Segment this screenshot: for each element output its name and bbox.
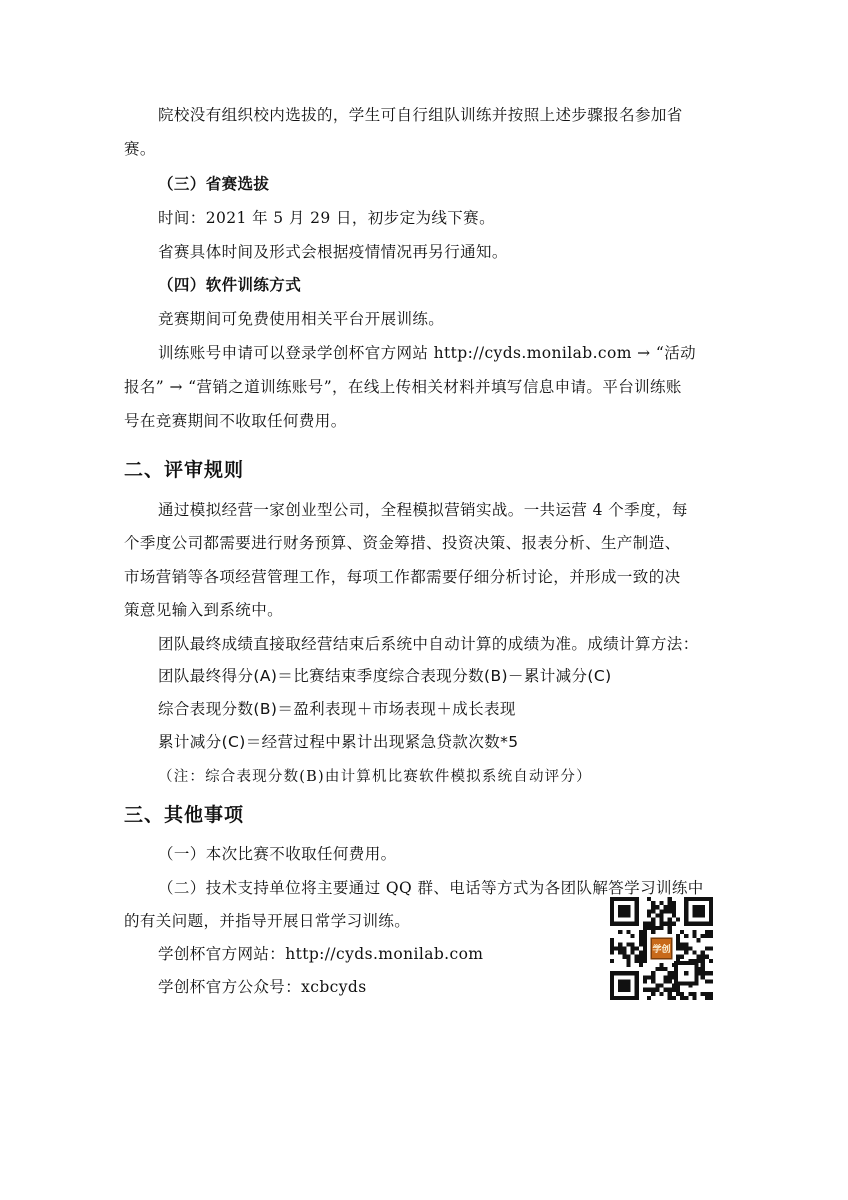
qr-module xyxy=(709,930,713,934)
qr-module xyxy=(651,992,655,996)
scoring-note: （注：综合表现分数(B)由计算机比赛软件模拟系统自动评分） xyxy=(158,769,592,785)
qr-module xyxy=(709,959,713,963)
qr-module xyxy=(643,979,647,983)
qr-module xyxy=(651,975,655,979)
qr-module xyxy=(655,988,659,992)
qr-module xyxy=(647,988,651,992)
qr-module xyxy=(668,926,672,930)
qr-module xyxy=(643,975,647,979)
qr-module xyxy=(705,992,709,996)
section-heading-other: 三、其他事项 xyxy=(124,804,245,826)
qr-module xyxy=(639,930,643,934)
qr-module xyxy=(664,988,668,992)
rules-paragraph-line: 通过模拟经营一家创业型公司，全程模拟营销实战。一共运营 4 个季度，每 xyxy=(158,501,688,519)
qr-module xyxy=(659,963,663,967)
qr-module xyxy=(626,942,630,946)
qr-module xyxy=(659,922,663,926)
qr-module xyxy=(651,918,655,922)
qr-module xyxy=(647,897,651,901)
qr-module xyxy=(659,901,663,905)
qr-module xyxy=(639,938,643,942)
qr-module xyxy=(680,942,684,946)
qr-module xyxy=(655,926,659,930)
account-line: 报名” → “营销之道训练账号”，在线上传相关材料并填写信息申请。平台训练账 xyxy=(124,378,682,396)
qr-module xyxy=(709,971,713,975)
qr-module xyxy=(701,992,705,996)
qr-module xyxy=(692,934,696,938)
qr-module xyxy=(647,922,651,926)
other-item-free: （一）本次比赛不收取任何费用。 xyxy=(158,845,397,863)
qr-module xyxy=(643,942,647,946)
account-line: 训练账号申请可以登录学创杯官方网站 http://cyds.monilab.com → “活动 xyxy=(158,344,696,362)
notice-line: 省赛具体时间及形式会根据疫情情况再另行通知。 xyxy=(158,243,508,261)
qr-module xyxy=(647,975,651,979)
qr-module xyxy=(614,946,618,950)
qr-module xyxy=(655,905,659,909)
qr-module xyxy=(610,959,614,963)
qr-module xyxy=(618,942,622,946)
qr-module xyxy=(676,988,680,992)
qr-module xyxy=(647,996,651,1000)
subheading-software-training: （四）软件训练方式 xyxy=(158,276,302,294)
qr-module xyxy=(651,922,655,926)
qr-module xyxy=(676,934,680,938)
qr-module xyxy=(664,905,668,909)
official-website-line: 学创杯官方网站：http://cyds.monilab.com xyxy=(158,945,484,963)
qr-module xyxy=(622,951,626,955)
score-method-line: 团队最终成绩直接取经营结束后系统中自动计算的成绩为准。成绩计算方法： xyxy=(158,635,699,653)
qr-module xyxy=(684,996,688,1000)
paragraph-line: 院校没有组织校内选拔的，学生可自行组队训练并按照上述步骤报名参加省 xyxy=(158,106,683,124)
qr-module xyxy=(705,996,709,1000)
qr-module xyxy=(676,918,680,922)
qr-module xyxy=(655,913,659,917)
qr-module xyxy=(697,955,701,959)
qr-module xyxy=(651,971,655,975)
qr-module xyxy=(631,942,635,946)
qr-module xyxy=(676,942,680,946)
qr-module xyxy=(676,938,680,942)
qr-module xyxy=(643,926,647,930)
qr-module xyxy=(659,992,663,996)
qr-module xyxy=(647,913,651,917)
qr-module xyxy=(668,988,672,992)
qr-module xyxy=(664,979,668,983)
time-line: 时间：2021 年 5 月 29 日，初步定为线下赛。 xyxy=(158,209,495,227)
qr-module xyxy=(647,926,651,930)
qr-module xyxy=(651,979,655,983)
qr-module xyxy=(631,951,635,955)
qr-module xyxy=(651,901,655,905)
qr-module xyxy=(672,905,676,909)
qr-module xyxy=(618,951,622,955)
formula-composite-score: 综合表现分数(B)＝盈利表现＋市场表现＋成长表现 xyxy=(158,700,516,718)
qr-module xyxy=(709,934,713,938)
qr-module xyxy=(655,984,659,988)
qr-module xyxy=(701,971,705,975)
qr-module xyxy=(668,979,672,983)
qr-module xyxy=(684,951,688,955)
other-item-support: 的有关问题，并指导开展日常学习训练。 xyxy=(124,912,411,930)
qr-module xyxy=(701,955,705,959)
qr-module xyxy=(664,975,668,979)
qr-module xyxy=(701,963,705,967)
qr-module xyxy=(610,951,614,955)
qr-module xyxy=(680,930,684,934)
qr-module xyxy=(672,901,676,905)
qr-module xyxy=(692,930,696,934)
qr-module xyxy=(639,959,643,963)
qr-module xyxy=(680,996,684,1000)
qr-module xyxy=(688,992,692,996)
qr-module xyxy=(659,926,663,930)
qr-module xyxy=(676,946,680,950)
qr-module xyxy=(626,963,630,967)
qr-module xyxy=(639,951,643,955)
qr-module xyxy=(668,901,672,905)
qr-module xyxy=(659,967,663,971)
rules-paragraph-line: 个季度公司都需要进行财务预算、资金筹措、投资决策、报表分析、生产制造、 xyxy=(124,534,681,552)
qr-module xyxy=(655,967,659,971)
qr-module xyxy=(672,922,676,926)
qr-module xyxy=(680,946,684,950)
qr-module xyxy=(701,959,705,963)
qr-module xyxy=(684,946,688,950)
qr-module xyxy=(709,996,713,1000)
qr-module xyxy=(668,996,672,1000)
qr-module xyxy=(643,955,647,959)
qr-module xyxy=(672,909,676,913)
qr-module xyxy=(639,934,643,938)
qr-module xyxy=(709,979,713,983)
qr-module xyxy=(664,967,668,971)
qr-module xyxy=(705,955,709,959)
qr-module xyxy=(684,942,688,946)
qr-module xyxy=(659,913,663,917)
qr-module xyxy=(705,930,709,934)
formula-final-score: 团队最终得分(A)＝比赛结束季度综合表现分数(B)－累计减分(C) xyxy=(158,667,612,685)
qr-module xyxy=(672,913,676,917)
qr-module xyxy=(672,996,676,1000)
qr-module xyxy=(668,909,672,913)
qr-module xyxy=(668,930,672,934)
qr-module xyxy=(639,963,643,967)
official-wechat-line: 学创杯官方公众号：xcbcyds xyxy=(158,978,367,996)
qr-module xyxy=(659,918,663,922)
qr-module xyxy=(680,992,684,996)
qr-module xyxy=(610,938,614,942)
qr-module xyxy=(659,984,663,988)
qr-module xyxy=(643,946,647,950)
paragraph-line: 赛。 xyxy=(124,140,156,158)
qr-module xyxy=(643,938,647,942)
qr-module xyxy=(631,946,635,950)
qr-module xyxy=(664,909,668,913)
qr-module xyxy=(643,951,647,955)
qr-module xyxy=(676,992,680,996)
qr-module xyxy=(643,934,647,938)
qr-module xyxy=(668,905,672,909)
qr-module xyxy=(701,951,705,955)
qr-module xyxy=(676,955,680,959)
qr-module xyxy=(639,942,643,946)
qr-module xyxy=(626,955,630,959)
qr-module xyxy=(668,922,672,926)
account-line: 号在竞赛期间不收取任何费用。 xyxy=(124,412,347,430)
qr-module xyxy=(668,918,672,922)
qr-module xyxy=(697,938,701,942)
qr-module xyxy=(618,946,622,950)
qr-module xyxy=(668,975,672,979)
qr-module xyxy=(643,922,647,926)
qr-module xyxy=(664,922,668,926)
qr-module xyxy=(659,909,663,913)
qr-module xyxy=(705,934,709,938)
qr-module xyxy=(705,946,709,950)
rules-paragraph-line: 策意见输入到系统中。 xyxy=(124,601,284,619)
qr-module xyxy=(680,955,684,959)
qr-module xyxy=(635,946,639,950)
qr-module xyxy=(639,955,643,959)
qr-module xyxy=(709,992,713,996)
qr-module xyxy=(610,946,614,950)
qr-module xyxy=(651,926,655,930)
qr-module xyxy=(626,959,630,963)
section-heading-rules: 二、评审规则 xyxy=(124,459,245,481)
qr-module xyxy=(643,930,647,934)
qr-module xyxy=(668,992,672,996)
qr-module xyxy=(610,942,614,946)
qr-module xyxy=(647,909,651,913)
qr-module xyxy=(651,988,655,992)
qr-module xyxy=(622,955,626,959)
qr-module xyxy=(643,988,647,992)
qr-module xyxy=(622,946,626,950)
formula-deduction: 累计减分(C)＝经营过程中累计出现紧急贷款次数*5 xyxy=(158,733,519,751)
qr-module xyxy=(651,905,655,909)
qr-module xyxy=(705,979,709,983)
qr-module xyxy=(709,946,713,950)
qr-module xyxy=(668,971,672,975)
qr-module xyxy=(635,955,639,959)
qr-module xyxy=(701,975,705,979)
qr-module xyxy=(701,967,705,971)
qr-module xyxy=(705,971,709,975)
qr-module xyxy=(692,951,696,955)
qr-module xyxy=(643,959,647,963)
qr-module xyxy=(692,996,696,1000)
qr-logo-text: 学创 xyxy=(652,945,671,956)
other-item-support: （二）技术支持单位将主要通过 QQ 群、电话等方式为各团队解答学习训练中 xyxy=(158,879,704,897)
qr-module xyxy=(635,959,639,963)
qr-module xyxy=(701,934,705,938)
qr-code-icon xyxy=(610,897,713,1000)
qr-module xyxy=(668,897,672,901)
qr-module xyxy=(618,930,622,934)
rules-paragraph-line: 市场营销等各项经营管理工作，每项工作都需要仔细分析讨论，并形成一致的决 xyxy=(124,568,681,586)
qr-module xyxy=(651,930,655,934)
qr-module xyxy=(692,992,696,996)
qr-module xyxy=(631,934,635,938)
qr-module xyxy=(626,930,630,934)
free-usage-line: 竞赛期间可免费使用相关平台开展训练。 xyxy=(158,310,445,328)
qr-module xyxy=(651,909,655,913)
subheading-provincial-selection: （三）省赛选拔 xyxy=(158,175,270,193)
qr-module xyxy=(688,946,692,950)
qr-module xyxy=(672,988,676,992)
qr-module xyxy=(684,934,688,938)
